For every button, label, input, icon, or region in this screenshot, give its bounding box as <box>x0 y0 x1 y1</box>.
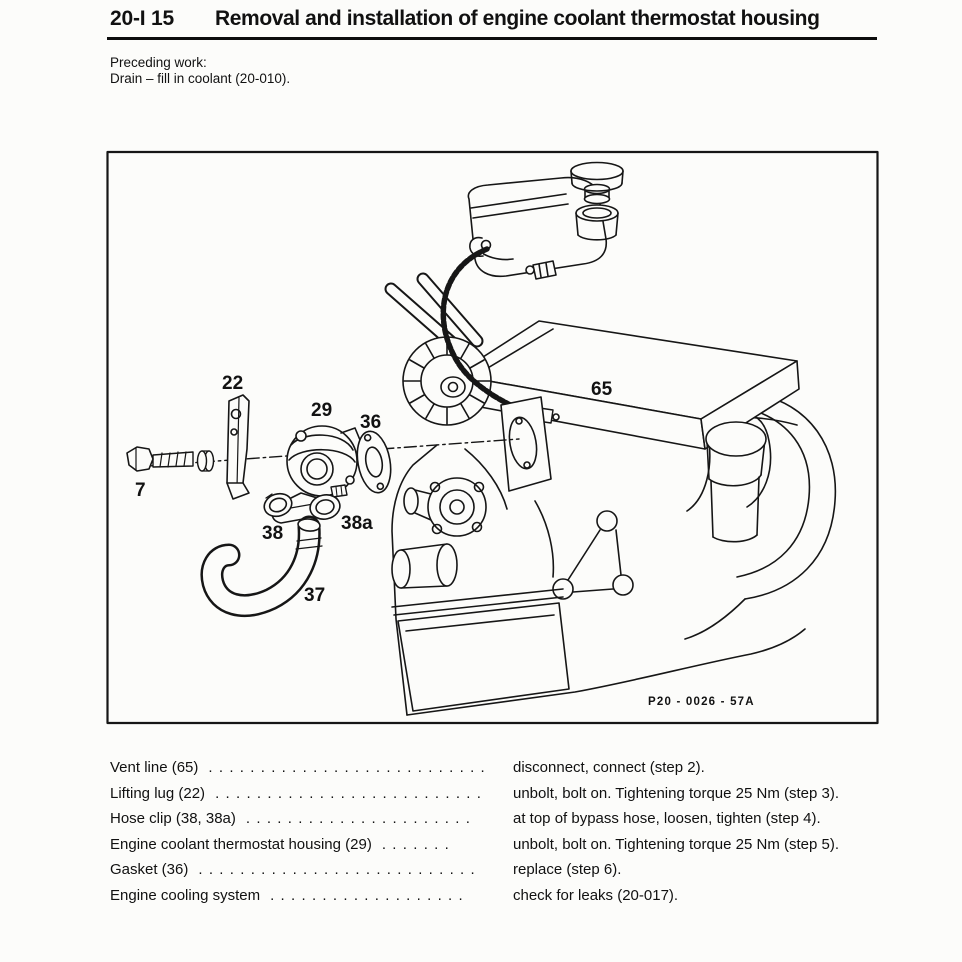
procedure-table <box>110 755 862 909</box>
table-row <box>110 781 862 807</box>
leader-dots: ........................... <box>208 759 492 776</box>
figure-drawing <box>105 149 880 727</box>
part-label-29: 29 <box>311 400 333 421</box>
lifting-lug-22 <box>227 395 249 499</box>
procedure-item: Engine coolant thermostat housing (29) <box>110 835 372 853</box>
procedure-action: check for leaks (20-017). <box>513 886 679 904</box>
oil-pan <box>392 589 569 711</box>
procedure-action: disconnect, connect (step 2). <box>513 759 705 776</box>
table-row <box>110 857 862 883</box>
document-code: 20-I 15 <box>110 7 174 30</box>
part-label-37: 37 <box>304 585 326 606</box>
procedure-item: Hose clip (38, 38a) <box>110 810 236 828</box>
thermostat-mounting-face <box>501 397 551 491</box>
part-label-7: 7 <box>135 480 146 501</box>
intake-dome <box>706 422 766 542</box>
table-row <box>110 806 862 832</box>
table-row <box>110 755 862 781</box>
bolt-7 <box>127 447 193 471</box>
procedure-item: Lifting lug (22) <box>110 784 206 802</box>
leader-dots: ....... <box>381 835 456 853</box>
procedure-item: Gasket (36) <box>110 861 189 879</box>
washer <box>198 451 214 471</box>
procedure-action: at top of bypass hose, loosen, tighten (step 4). <box>513 810 821 828</box>
procedure-action: unbolt, bolt on. Tightening torque 25 Nm (step 3). <box>513 784 840 802</box>
header-rule <box>107 37 877 40</box>
leader-dots: ...................... <box>245 810 477 828</box>
procedure-item: Engine cooling system <box>110 886 261 904</box>
leader-dots: .......................... <box>215 784 488 802</box>
preceding-work-label: Preceding work: <box>110 55 207 70</box>
part-label-22: 22 <box>222 373 244 394</box>
figure-code: P20 - 0026 - 57A <box>648 696 755 708</box>
leader-dots: ................... <box>270 886 469 904</box>
table-row <box>110 883 862 909</box>
exploded-view-figure <box>105 149 880 727</box>
oil-filter <box>392 544 457 588</box>
part-label-65: 65 <box>591 379 613 400</box>
procedure-item: Vent line (65) <box>110 759 199 776</box>
part-label-36: 36 <box>360 412 382 433</box>
water-pump <box>404 478 486 536</box>
preceding-work-text: Drain – fill in coolant (20-010). <box>110 71 291 86</box>
part-label-38: 38 <box>262 523 284 544</box>
procedure-action: unbolt, bolt on. Tightening torque 25 Nm (step 5). <box>513 835 840 853</box>
part-label-38a: 38a <box>341 513 373 534</box>
leader-dots: ........................... <box>198 861 481 879</box>
table-row <box>110 832 862 858</box>
heater-pipes <box>391 279 477 347</box>
page-title: Removal and installation of engine coolant thermostat housing <box>215 7 820 30</box>
procedure-action: replace (step 6). <box>513 861 622 879</box>
preceding-work <box>110 55 290 87</box>
